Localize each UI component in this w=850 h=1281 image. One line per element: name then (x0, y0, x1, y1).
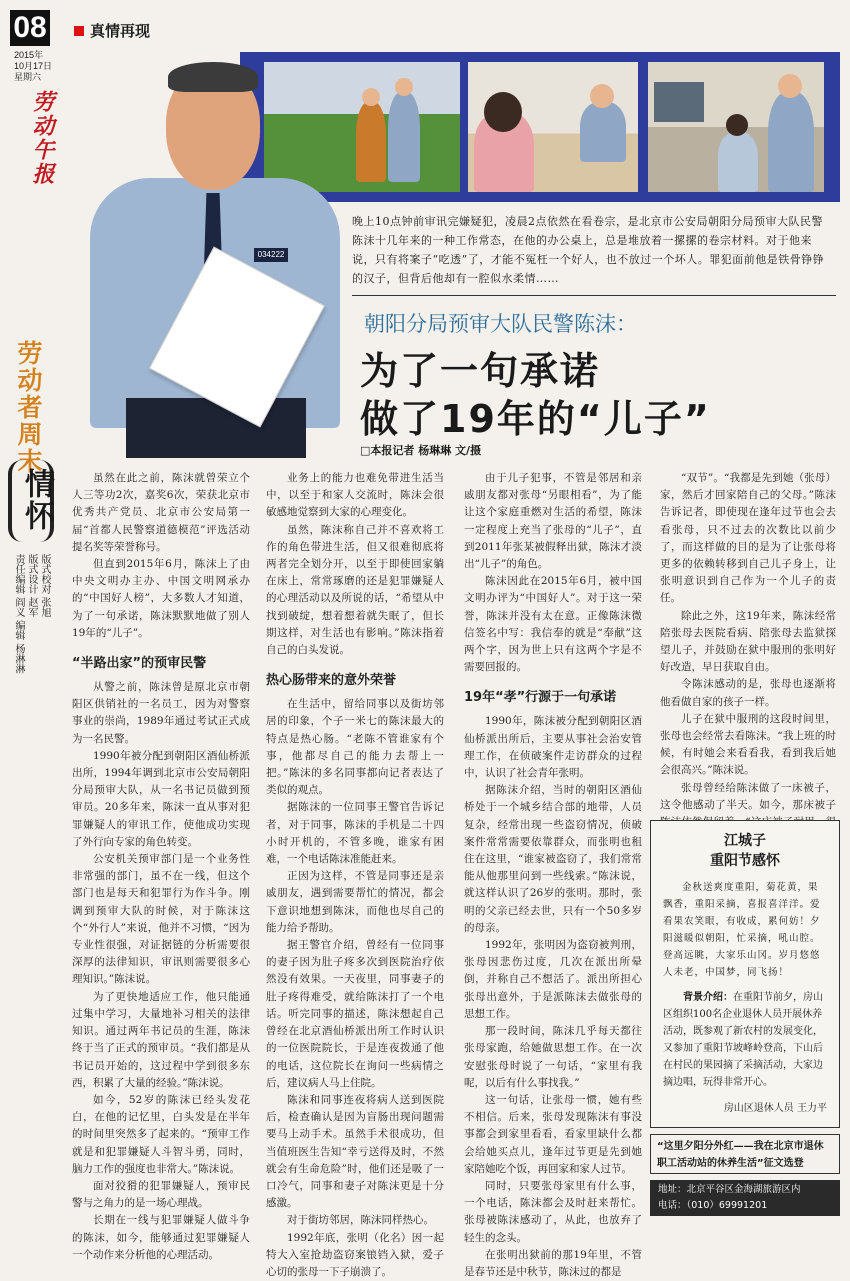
paragraph: 长期在一线与犯罪嫌疑人做斗争的陈沫，如今，能够通过犯罪嫌疑人一个动作来分析他的心理活动。 (72, 1214, 250, 1261)
paragraph: 面对狡猾的犯罪嫌疑人，预审民警与之角力的是一场心理战。 (72, 1179, 250, 1210)
officer-trousers (126, 398, 306, 458)
poem-subtitle: 重阳节感怀 (710, 853, 780, 869)
credit-designer: 版式设计 赵军 (26, 554, 37, 618)
section-heading: 热心肠带来的意外荣誉 (266, 673, 397, 689)
article-column-3 (464, 470, 642, 1281)
paragraph: 在生活中，留给同事以及街坊邻居的印象，个子一米七的陈沫最大的特点是热心肠。“老陈不管谁家有个事，他都尽自己的能力去帮上一把。”陈沫的多名同事都向记者表达了类似的观点。 (266, 698, 444, 797)
paragraph: 1990年，陈沫被分配到朝阳区酒仙桥派出所后，主要从事社会治安管理工作，在侦破案件走访群众的过程中，认识了社会青年张明。 (464, 715, 642, 780)
article-column-1 (72, 470, 250, 1264)
article-column-4 (660, 470, 836, 848)
date-year: 2015年 (14, 50, 44, 60)
poem-background (663, 989, 827, 1091)
article-column-2 (266, 470, 444, 1281)
date-weekday: 星期六 (14, 72, 42, 82)
paragraph: 虽然在此之前，陈沫就曾荣立个人三等功2次，嘉奖6次，荣获北京市优秀共产党员、北京市公安局第一届“首都人民警察道德模范”评选活动提名奖等荣誉称号。 (72, 472, 250, 553)
poem-author: 房山区退休人员 王力平 (723, 1103, 827, 1114)
poem-title: 江城子 (724, 833, 766, 849)
paragraph: 张母曾经给陈沫做了一床被子，这令他感动了半天。如今，那床被子 (660, 781, 836, 811)
column-tag: 真情再现 (74, 20, 150, 41)
paragraph: “双节”。“我都是先到她（张母）家，然后才回家陪自己的父母。”陈沫告诉记者，即使现在逢年过节也会去看张母，只不过去的次数比以前少了，而这样做的目的是为了让张母将更多的依赖转移到自己儿子身上，让张明意识到自己作为一个儿子的责任。 (660, 472, 836, 605)
article-byline: □本报记者 杨琳琳 文/摄 (360, 444, 482, 457)
page-number: 08 (10, 10, 50, 46)
newspaper-logo: 劳动午报 (29, 90, 55, 186)
credit-proofreader: 版式校对 张旭 (39, 554, 50, 618)
paragraph: 正因为这样，不管是同事还是亲戚朋友，遇到需要帮忙的情况，都会下意识地想到陈沫，而他也尽自己的能力给予帮助。 (266, 870, 444, 934)
photo-office-desk (648, 62, 824, 192)
paragraph: 为了更快地适应工作，他只能通过集中学习，大量地补习相关的法律知识。通过两年书记员的生涯，陈沫终于当了正式的预审员。“我们都是从书记员开始的，这过程中学到很多东西，积累了大量的经验。”陈沫说。 (72, 990, 250, 1089)
paragraph: 陈沫因此在2015年6月，被中国文明办评为“中国好人”。对于这一荣誉，陈沫并没有太在意。正像陈沫微信签名中写：我信奉的就是“奉献”这两个字，因为世上只有这两个字是不需要回报的。 (464, 575, 642, 674)
contact-phone: 电话：（010）69991201 (658, 1200, 768, 1211)
section-heading: “半路出家”的预审民警 (72, 656, 207, 672)
essay-series-notice: “这里夕阳分外红——我在北京市退休职工活动站的休养生活”征文选登 (650, 1134, 840, 1174)
paragraph: 陈沫和同事连夜将病人送到医院后，检查确认是因为盲肠出现问题需要马上动手术。虽然手术很成功，但当值班医生告知“幸亏送得及时，不然就会有生命危险”时，他们还是吸了一口冷气，同事和妻子对陈沫更是十分感激。 (266, 1093, 444, 1210)
paragraph: 由于儿子犯事，不管是邻居和亲戚朋友都对张母“另眼相看”，为了能让这个家庭重燃对生活的希望，陈沫一定程度上充当了张母的“儿子”，直到2011年张某被假释出狱，陈沫才淡出“儿子”的角色。 (464, 472, 642, 571)
paragraph: 虽然，陈沫称自己并不喜欢将工作的角色带进生活，但又很难彻底将两者完全划分开，以至于即使回家躺在床上，常常琢磨的还是犯罪嫌疑人的心理活动以及所说的话，“希望从中找到破绽，想着想着就失眠了，但长期这样，对生活也有影响。”陈沫指着自己的白头发说。 (266, 523, 444, 657)
paragraph: 那一段时间，陈沫几乎每天都往张母家跑，给她做思想工作。在一次安慰张母时说了一句话，“家里有我呢，以后有什么事找我。” (464, 1025, 642, 1089)
background-label: 背景介绍： (683, 992, 733, 1003)
paragraph: 1992年，张明因为盗窃被判刑，张母因悲伤过度，几次在派出所晕倒，并称自己不想活了。派出所担心张母出意外，于是派陈沫去做张母的思想工作。 (464, 939, 642, 1020)
police-badge-number: 034222 (254, 248, 288, 262)
lead-paragraph: 晚上10点钟前审讯完嫌疑犯，凌晨2点依然在看卷宗，是北京市公安局朝阳分局预审大队民警陈沫十几年来的一种工作常态，在他的办公桌上，总是堆放着一摞摞的卷宗材料。对于他来说，只有将案子“吃透”了，才能不冤枉一个好人，也不放过一个坏人。罪犯面前他是铁骨铮铮的汉子，但背后他却有一腔似水柔情…… (352, 215, 825, 285)
contact-strip (650, 1180, 840, 1216)
paragraph: 除此之外，这19年来，陈沫经常陪张母去医院看病、陪张母去监狱探望儿子，并鼓励在狱中服刑的张明好好改造，早日获取自由。 (660, 609, 836, 674)
article-title-line2: 做了19年的“儿子” (360, 397, 711, 441)
photo-visit-home (468, 62, 638, 192)
paragraph: 如今，52岁的陈沫已经头发花白，在他的记忆里，白头发是在半年的时间里突然多了起来的。“预审工作就是和犯罪嫌疑人斗智斗勇，同时，脑力工作的强度也非常大。”陈沫说。 (72, 1093, 250, 1175)
paragraph: 儿子在狱中服刑的这段时间里，张母也会经常去看陈沫。“我上班的时候，有时她会来看看我，看到我后她会很高兴。”陈沫说。 (660, 712, 836, 777)
section-title: 劳动者周末 (14, 340, 43, 475)
paragraph: 对于街坊邻居，陈沫同样热心。 (287, 1214, 434, 1227)
officer-hair (168, 62, 258, 92)
paragraph: 1992年底，张明（化名）因一起特大入室抢劫盗窃案锒铛入狱，爱子心切的张母一下子崩溃了。 (266, 1231, 444, 1278)
paragraph: 同时，只要张母家里有什么事，一个电话，陈沫都会及时赶来帮忙。张母被陈沫感动了，从此，也放弃了轻生的念头。 (464, 1179, 642, 1244)
paragraph: 这一句话，让张母一惯，她有些不相信。后来，张母发现陈沫有事没事都会到家里看看，看家里缺什么都会给她买点儿，逢年过节更是先到她家陪她吃个饭，再回家和家人过节。 (464, 1093, 642, 1175)
poem-sidebar (650, 820, 840, 1128)
paragraph: 据陈沫的一位同事王警官告诉记者，对于同事，陈沫的手机是二十四小时开机的，不管多晚，谁家有困难，一个电话陈沫准能赶来。 (266, 801, 444, 866)
paragraph: 1990年被分配到朝阳区酒仙桥派出所，1994年调到北京市公安局朝阳分局预审大队，从一名书记员做到预审员。20多年来，陈沫一直从事对犯罪嫌疑人的审讯工作，使他成功实现了外行向专家的角色转变。 (72, 749, 250, 848)
paragraph: 从警之前，陈沫曾是原北京市朝阳区供销社的一名员工，因为对警察事业的崇尚，1989年通过考试正式成为一名民警。 (72, 681, 250, 745)
paragraph: 据王警官介绍，曾经有一位同事的妻子因为肚子疼多次到医院治疗依然没有效果。一天夜里，同事妻子的肚子疼得难受，就给陈沫打了一个电话。听完同事的描述，陈沫想起自己曾经在北京酒仙桥派出所工作时认识的一位医院院长，于是连夜拨通了他的电话，这位院长在询问一些病情之后，建议病人马上住院。 (266, 939, 444, 1089)
section-subtitle: 情怀 (19, 468, 54, 532)
credit-editors: 责任编辑 阎义 编辑 杨淋淋 (13, 554, 24, 674)
paragraph: 在张明出狱前的那19年里，不管是春节还是中秋节，陈沫过的都是 (464, 1248, 642, 1278)
article-subtitle: 朝阳分局预审大队民警陈沫： (364, 312, 637, 336)
date-day: 10月17日 (14, 61, 53, 71)
paragraph: 但直到2015年6月，陈沫上了由中央文明办主办、中国文明网承办的“中国好人榜”，大多数人才知道，为了一句承诺，陈沫默默地做了别人19年的“儿子”。 (72, 558, 250, 639)
title-divider (352, 295, 836, 296)
editorial-credits (12, 554, 51, 724)
contact-address: 地址：北京平谷区金海湖旅游区内 (658, 1184, 801, 1195)
section-heading: 19年“孝”行源于一句承诺 (464, 690, 617, 706)
issue-date (14, 50, 58, 83)
paragraph: 业务上的能力也难免带进生活当中，以至于和家人交流时，陈沫会很敏感地觉察到大家的心理变化。 (266, 472, 444, 519)
article-title-line1: 为了一句承诺 (360, 349, 601, 393)
poem-body: 金秋送爽度重阳，菊花黄，果飘香，重阳采摘，喜报喜洋洋。爱看果农笑眼，有收成，累何妨！夕阳滋暖似朝阳，忙采摘，吼山腔。登高远眺，大家乐山冈。岁月悠悠人未老，中国梦，同飞扬！ (663, 882, 821, 978)
paragraph: 公安机关预审部门是一个业务性非常强的部门，虽不在一线，但这个部门也是每天和犯罪行为作斗争。刚调到预审大队的时候，对于陈沫这个“外行人”来说，他并不习惯，“因为专业性很强，对证据链的分析需要很深厚的法律知识，审讯则需要很多心理知识。”陈沫说。 (72, 853, 250, 986)
paragraph: 令陈沫感动的是，张母也逐渐将他看做自家的孩子一样。 (660, 678, 836, 708)
paragraph: 据陈沫介绍，当时的朝阳区酒仙桥处于一个城乡结合部的地带，人员复杂，经常出现一些盗窃情况，侦破案件常常需要依靠群众，而张明也租住在这里，“谁家被盗窃了，我们常常能从他那里问到一些线索。”陈沫说，就这样认识了26岁的张明。那时，张明的父亲已经去世，只有一个50多岁的母亲。 (464, 784, 642, 934)
background-text: 在重阳节前夕，房山区组织100名企业退休人员开展休养活动，既参观了新农村的发展变化，又参加了重阳节坡峰岭登高，下山后在村民的果园摘了采摘活动，大家边摘边唱，玩得非常开心。 (663, 992, 823, 1088)
